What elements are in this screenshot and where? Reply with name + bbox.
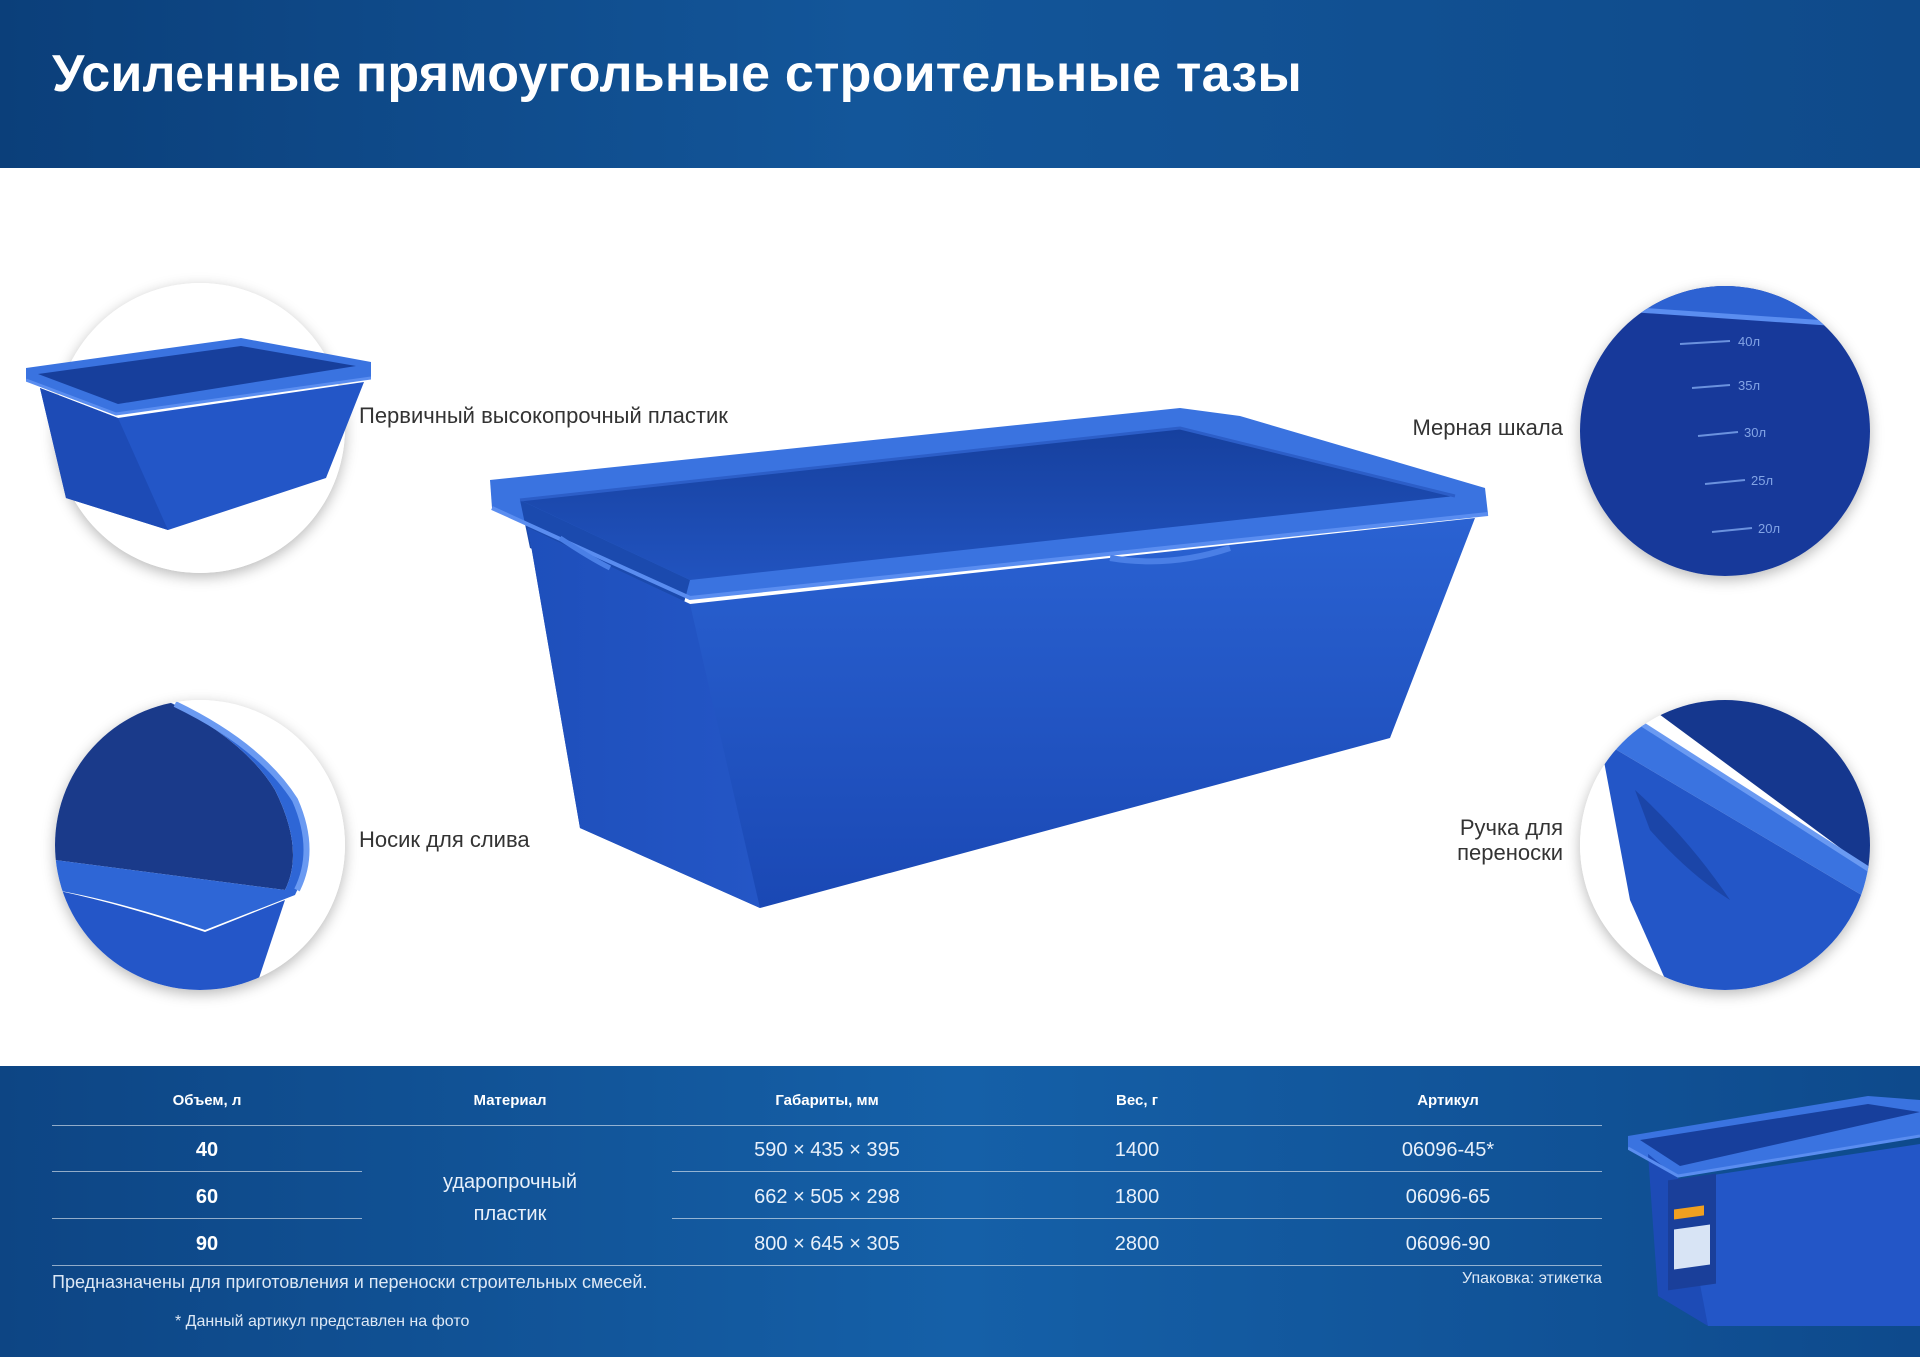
scale-mark-30: 30л (1744, 425, 1767, 440)
caption-spout: Носик для слива (359, 827, 530, 852)
row-90-dimensions: 800 × 645 × 305 (754, 1233, 900, 1255)
caption-primary-plastic: Первичный высокопрочный пластик (359, 403, 728, 428)
feature-circle-handle (1580, 700, 1870, 990)
caption-measure-scale: Мерная шкала (1412, 415, 1563, 440)
col-head-article: Артикул (1417, 1092, 1479, 1109)
row-60-weight: 1800 (1114, 1186, 1160, 1208)
caption-carry-handle: Ручка для переноски (1457, 815, 1563, 865)
material-line-1: ударопрочный (442, 1171, 578, 1193)
scale-mark-40: 40л (1738, 334, 1761, 349)
row-40-article: 06096-45* (1401, 1139, 1495, 1161)
col-head-volume: Объем, л (172, 1092, 242, 1109)
material-line-2: пластик (473, 1203, 547, 1225)
purpose-note: Предназначены для приготовления и переноски строительных смесей. (52, 1272, 648, 1292)
table-divider (52, 1218, 362, 1219)
table-divider (52, 1125, 1602, 1126)
feature-circle-spout (55, 700, 345, 990)
table-divider (52, 1265, 1602, 1266)
row-40-volume: 40 (195, 1139, 219, 1161)
row-90-weight: 2800 (1114, 1233, 1160, 1255)
row-40-weight: 1400 (1114, 1139, 1160, 1161)
row-90-volume: 90 (195, 1233, 219, 1255)
col-head-material: Материал (473, 1092, 547, 1109)
table-divider (672, 1218, 1602, 1219)
row-90-article: 06096-90 (1405, 1233, 1491, 1255)
scale-mark-20: 20л (1758, 521, 1781, 536)
hero-basin-image (490, 408, 1490, 973)
page-header (0, 0, 1920, 168)
row-60-article: 06096-65 (1405, 1186, 1491, 1208)
small-basin-image (26, 338, 371, 543)
packaging-note: Упаковка: этикетка (1462, 1270, 1602, 1287)
footnote: * Данный артикул представлен на фото (175, 1313, 470, 1330)
col-head-dimensions: Габариты, мм (775, 1092, 879, 1109)
row-40-dimensions: 590 × 435 × 395 (754, 1139, 900, 1161)
row-60-volume: 60 (195, 1186, 219, 1208)
page-title: Усиленные прямоугольные строительные тазы (52, 45, 1302, 103)
scale-mark-25: 25л (1751, 473, 1774, 488)
scale-mark-35: 35л (1738, 378, 1761, 393)
packaged-basin-image (1628, 1096, 1920, 1331)
spec-footer (0, 1066, 1920, 1357)
table-divider (672, 1171, 1602, 1172)
product-stage (0, 168, 1920, 1066)
material-cell (443, 1166, 577, 1230)
table-divider (52, 1171, 362, 1172)
feature-circle-scale (1580, 286, 1870, 576)
col-head-weight: Вес, г (1116, 1092, 1158, 1109)
row-60-dimensions: 662 × 505 × 298 (754, 1186, 900, 1208)
